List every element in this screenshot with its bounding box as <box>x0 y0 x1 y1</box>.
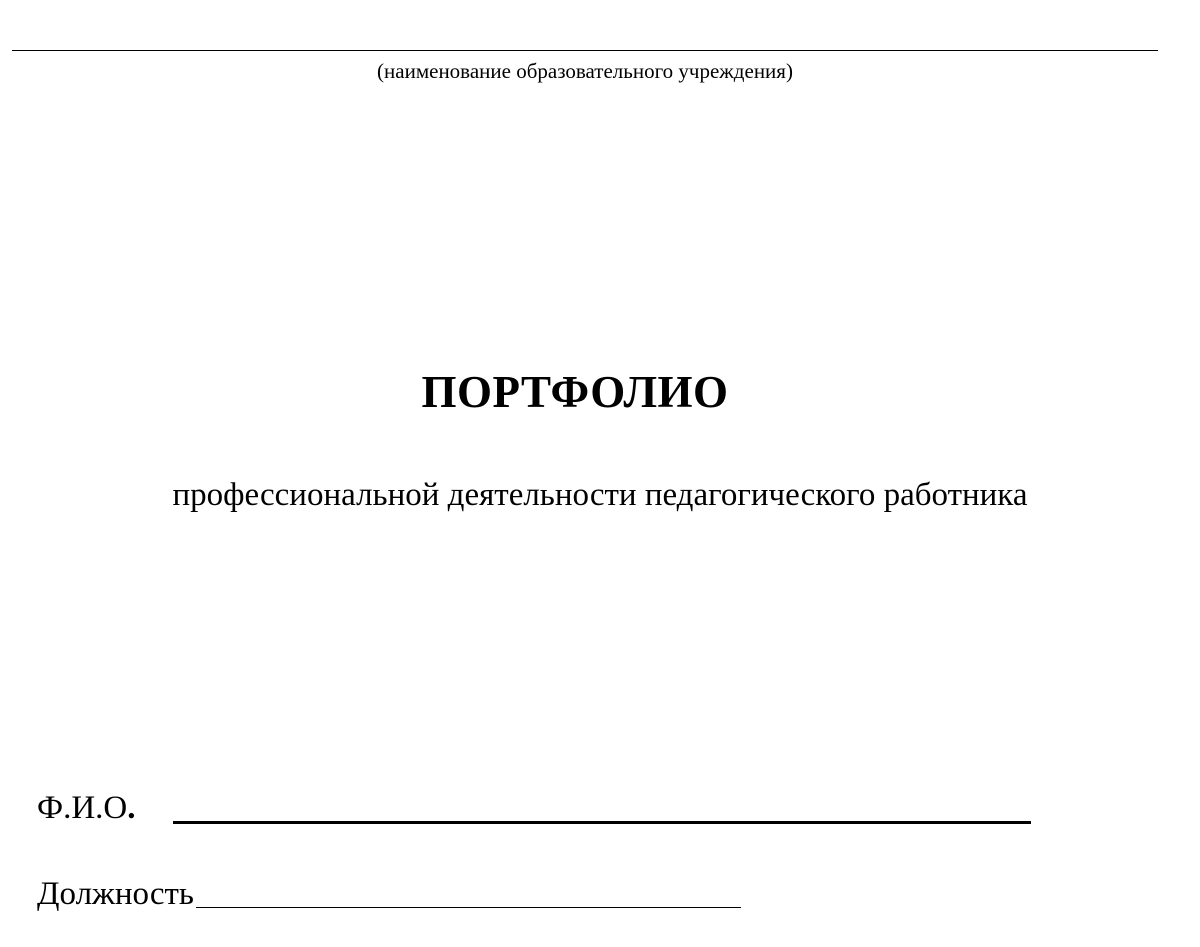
institution-caption: (наименование образовательного учреждения) <box>377 59 793 83</box>
institution-name-line <box>12 50 1158 51</box>
position-label: Должность <box>37 876 194 912</box>
position-field <box>37 866 741 916</box>
document-subtitle: профессиональной деятельности педагогического работника <box>172 477 1028 513</box>
fio-label <box>37 786 135 830</box>
fio-label-text: Ф.И.О <box>37 790 128 826</box>
position-underline <box>196 907 741 908</box>
fio-label-dot: . <box>127 790 136 826</box>
fio-field <box>37 780 1031 830</box>
fio-underline <box>173 821 1031 824</box>
document-title: ПОРТФОЛИО <box>421 367 729 417</box>
